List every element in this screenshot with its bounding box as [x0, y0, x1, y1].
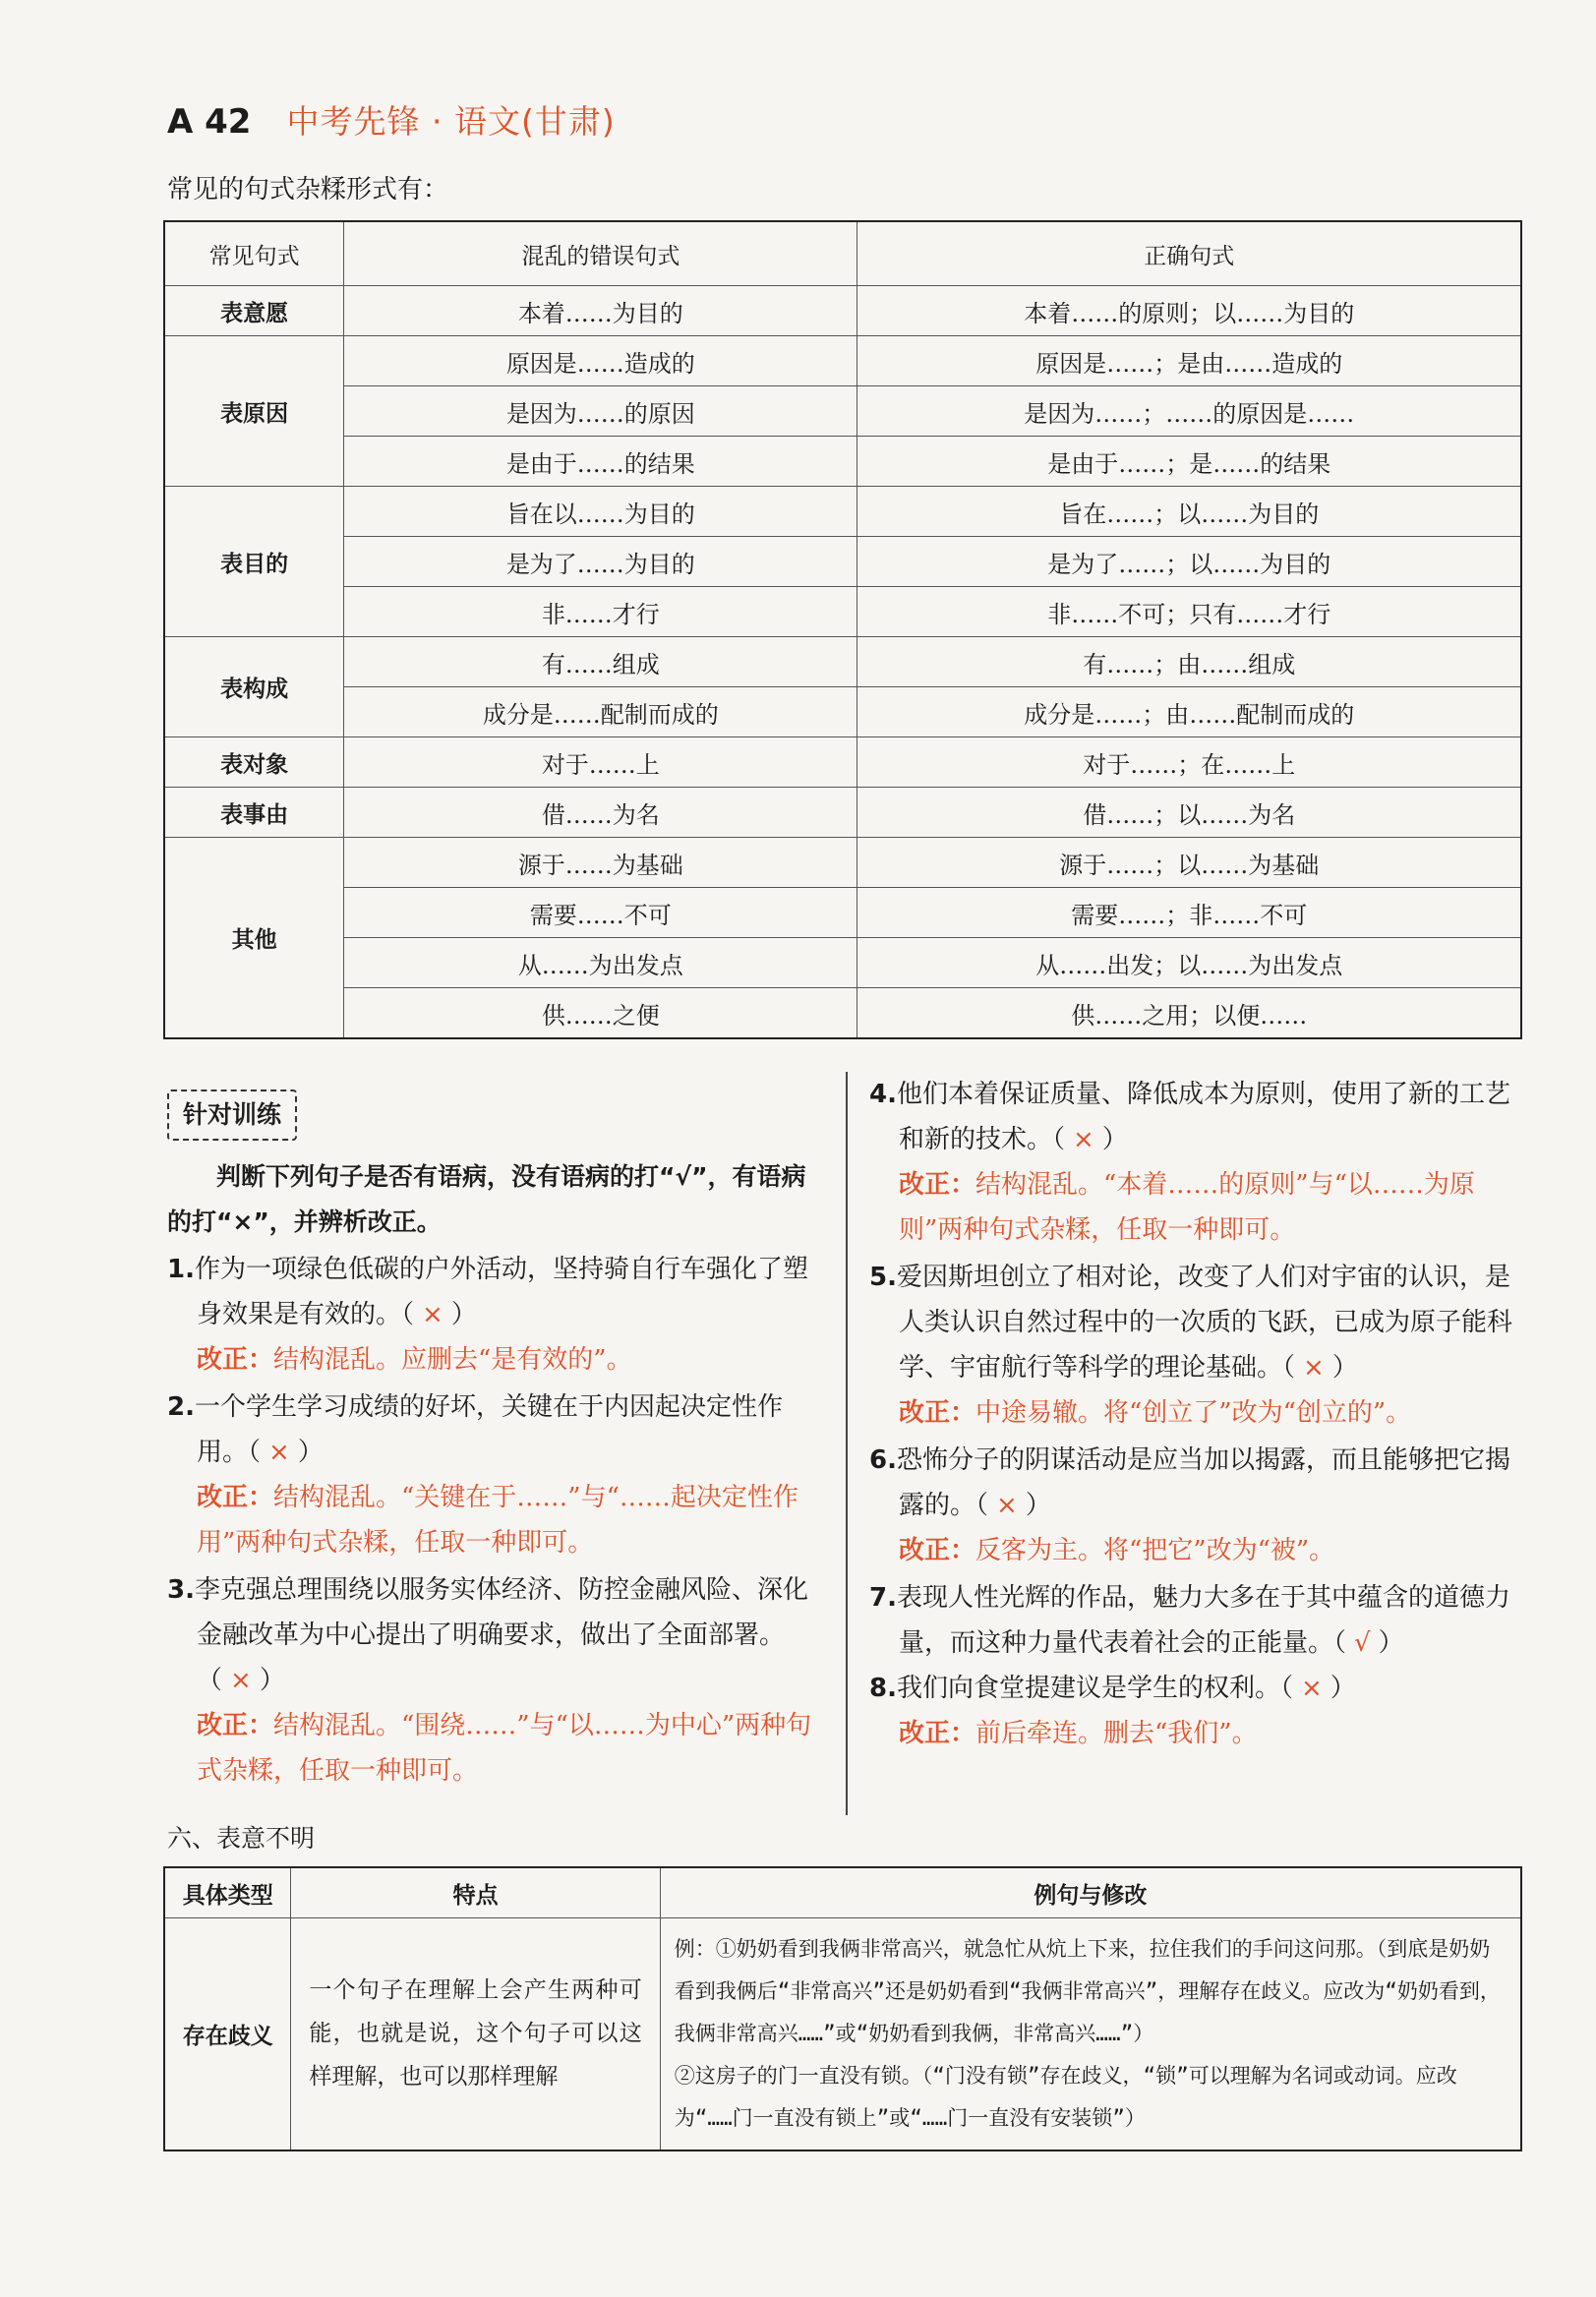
wrong-pattern-cell: 从……为出发点 — [344, 938, 857, 988]
header-cell: 特点 — [291, 1867, 660, 1918]
category-cell: 表目的 — [164, 487, 344, 637]
correction-text: 结构混乱。应删去“是有效的”。 — [273, 1345, 632, 1375]
item-text: 我们向食堂提建议是学生的权利。（ — [896, 1674, 1293, 1703]
correct-pattern-cell: 旨在……；以……为目的 — [857, 487, 1521, 537]
ambiguity-table — [163, 1866, 1522, 2151]
correction-label: 改正： — [197, 1345, 274, 1375]
category-cell: 其他 — [164, 838, 344, 1039]
correction-text: 结构混乱。“围绕……”与“以……为中心”两种句式杂糅，任取一种即可。 — [197, 1711, 812, 1786]
wrong-pattern-cell: 是为了……为目的 — [344, 537, 857, 587]
correct-pattern-cell: 需要……；非……不可 — [857, 888, 1521, 938]
type-cell: 存在歧义 — [164, 1918, 291, 2150]
table-row — [164, 386, 1521, 437]
item-number: 2. — [167, 1392, 195, 1422]
item-text: 李克强总理围绕以服务实体经济、防控金融风险、深化金融改革为中心提出了明确要求，做出了全面部署。（ — [194, 1575, 808, 1695]
correct-pattern-cell: 是为了……；以……为目的 — [857, 537, 1521, 587]
correct-pattern-cell: 非……不可；只有……才行 — [857, 587, 1521, 637]
item-paren-close: ） — [1378, 1628, 1404, 1658]
answer-mark: × — [268, 1438, 290, 1467]
answer-mark: × — [422, 1300, 443, 1329]
item-text: 表现人性光辉的作品，魅力大多在于其中蕴含的道德力量，而这种力量代表着社会的正能量。（ — [896, 1583, 1510, 1658]
example-1: 例：①奶奶看到我俩非常高兴，就急忙从炕上下来，拉住我们的手问这问那。（到底是奶奶看到我俩后“非常高兴”还是奶奶看到“我俩非常高兴”，理解存在歧义。应改为“奶奶看到，我俩非常高兴……”或“奶奶看到我俩，非常高兴……”） — [674, 1936, 1501, 2045]
practice-item — [167, 1567, 826, 1703]
correction — [167, 1703, 826, 1794]
book-title: 中考先锋 · 语文(甘肃) — [286, 102, 616, 141]
item-paren-close: ） — [1101, 1125, 1128, 1154]
header-cell: 常见句式 — [164, 221, 344, 286]
answer-mark: × — [1300, 1674, 1323, 1703]
table-row — [164, 788, 1521, 838]
column-divider — [846, 1072, 848, 1815]
table-row — [164, 487, 1521, 537]
item-paren-close: ） — [450, 1300, 477, 1329]
practice-instruction: 判断下列句子是否有语病，没有语病的打“√”，有语病的打“×”，并辨析改正。 — [167, 1162, 806, 1236]
table-row — [164, 336, 1521, 386]
table-row — [164, 938, 1521, 988]
answer-mark: × — [230, 1666, 252, 1695]
page-header — [167, 96, 616, 146]
category-cell: 表事由 — [164, 788, 344, 838]
wrong-pattern-cell: 本着……为目的 — [344, 286, 857, 336]
practice-left-column — [167, 1090, 826, 1796]
table-row — [164, 286, 1521, 336]
correction-text: 结构混乱。“关键在于……”与“……起决定性作用”两种句式杂糅，任取一种即可。 — [197, 1483, 798, 1558]
table-row — [164, 888, 1521, 938]
feature-cell: 一个句子在理解上会产生两种可能，也就是说，这个句子可以这样理解，也可以那样理解 — [291, 1918, 660, 2150]
intro-text: 常见的句式杂糅形式有： — [167, 175, 449, 205]
example-2: ②这房子的门一直没有锁。（“门没有锁”存在歧义，“锁”可以理解为名词或动词。应改为“……门一直没有锁上”或“……门一直没有安装锁”） — [674, 2063, 1457, 2130]
correct-pattern-cell: 有……；由……组成 — [857, 637, 1521, 687]
item-text: 一个学生学习成绩的好坏，关键在于内因起决定性作用。（ — [194, 1392, 783, 1467]
practice-item — [869, 1575, 1522, 1666]
correct-pattern-cell: 本着……的原则；以……为目的 — [857, 286, 1521, 336]
table-row — [164, 587, 1521, 637]
practice-item — [167, 1384, 826, 1475]
correct-pattern-cell: 是由于……；是……的结果 — [857, 437, 1521, 487]
item-text: 恐怖分子的阴谋活动是应当加以揭露，而且能够把它揭露的。（ — [896, 1445, 1510, 1520]
correction-label: 改正： — [899, 1536, 976, 1565]
practice-right-column — [869, 1072, 1522, 1758]
table-row — [164, 537, 1521, 587]
page-number: A 42 — [167, 102, 252, 142]
wrong-pattern-cell: 需要……不可 — [344, 888, 857, 938]
correction-text: 反客为主。将“把它”改为“被”。 — [975, 1536, 1335, 1565]
practice-item — [869, 1072, 1522, 1162]
wrong-pattern-cell: 是由于……的结果 — [344, 437, 857, 487]
table-row — [164, 838, 1521, 888]
item-number: 8. — [869, 1674, 897, 1703]
correction — [869, 1528, 1522, 1573]
table-row — [164, 988, 1521, 1039]
practice-item — [869, 1255, 1522, 1390]
practice-item — [167, 1247, 826, 1337]
wrong-pattern-cell: 借……为名 — [344, 788, 857, 838]
item-number: 7. — [869, 1583, 897, 1613]
wrong-pattern-cell: 成分是……配制而成的 — [344, 687, 857, 737]
category-cell: 表构成 — [164, 637, 344, 737]
table-row — [164, 437, 1521, 487]
item-text: 爱因斯坦创立了相对论，改变了人们对宇宙的认识，是人类认识自然过程中的一次质的飞跃，已成为原子能科学、宇宙航行等科学的理论基础。（ — [896, 1263, 1513, 1383]
table-row — [164, 687, 1521, 737]
answer-mark: × — [1073, 1125, 1094, 1154]
sentence-patterns-table — [163, 220, 1522, 1039]
practice-item — [869, 1666, 1522, 1711]
wrong-pattern-cell: 源于……为基础 — [344, 838, 857, 888]
correct-pattern-cell: 对于……；在……上 — [857, 737, 1521, 788]
item-text: 他们本着保证质量、降低成本为原则，使用了新的工艺和新的技术。（ — [896, 1080, 1510, 1154]
item-paren-close: ） — [1331, 1353, 1358, 1383]
item-number: 3. — [167, 1575, 195, 1605]
header-cell: 混乱的错误句式 — [344, 221, 857, 286]
correct-pattern-cell: 源于……；以……为基础 — [857, 838, 1521, 888]
table-row — [164, 637, 1521, 687]
correction-label: 改正： — [899, 1170, 976, 1200]
correct-pattern-cell: 借……；以……为名 — [857, 788, 1521, 838]
item-number: 4. — [869, 1080, 897, 1109]
correction-text: 结构混乱。“本着……的原则”与“以……为原则”两种句式杂糅，任取一种即可。 — [899, 1170, 1475, 1245]
correction-label: 改正： — [899, 1719, 976, 1748]
correction-text: 中途易辙。将“创立了”改为“创立的”。 — [975, 1398, 1412, 1428]
answer-mark: √ — [1354, 1628, 1371, 1658]
wrong-pattern-cell: 供……之便 — [344, 988, 857, 1039]
correction — [869, 1162, 1522, 1253]
category-cell: 表对象 — [164, 737, 344, 788]
wrong-pattern-cell: 有……组成 — [344, 637, 857, 687]
item-text: 作为一项绿色低碳的户外活动，坚持骑自行车强化了塑身效果是有效的。（ — [194, 1255, 808, 1329]
correction — [167, 1337, 826, 1383]
item-number: 6. — [869, 1445, 897, 1475]
category-cell: 表原因 — [164, 336, 344, 487]
wrong-pattern-cell: 旨在以……为目的 — [344, 487, 857, 537]
correction — [869, 1390, 1522, 1436]
correction-text: 前后牵连。删去“我们”。 — [975, 1719, 1258, 1748]
correction — [167, 1475, 826, 1565]
wrong-pattern-cell: 是因为……的原因 — [344, 386, 857, 437]
table-row — [164, 737, 1521, 788]
header-cell: 例句与修改 — [660, 1867, 1521, 1918]
category-cell: 表意愿 — [164, 286, 344, 336]
example-cell — [660, 1918, 1521, 2150]
practice-badge: 针对训练 — [167, 1090, 297, 1141]
wrong-pattern-cell: 原因是……造成的 — [344, 336, 857, 386]
item-number: 1. — [167, 1255, 195, 1284]
item-paren-close: ） — [259, 1666, 285, 1695]
item-number: 5. — [869, 1263, 897, 1292]
answer-mark: × — [1303, 1353, 1325, 1383]
wrong-pattern-cell: 非……才行 — [344, 587, 857, 637]
header-cell: 正确句式 — [857, 221, 1521, 286]
item-paren-close: ） — [1330, 1674, 1356, 1703]
answer-mark: × — [996, 1491, 1018, 1520]
item-paren-close: ） — [297, 1438, 324, 1467]
section-title: 六、表意不明 — [167, 1824, 316, 1853]
correct-pattern-cell: 原因是……；是由……造成的 — [857, 336, 1521, 386]
practice-item — [869, 1438, 1522, 1528]
header-cell: 具体类型 — [164, 1867, 291, 1918]
correction-label: 改正： — [197, 1483, 274, 1512]
correction-label: 改正： — [899, 1398, 976, 1428]
correct-pattern-cell: 供……之用；以便…… — [857, 988, 1521, 1039]
correct-pattern-cell: 成分是……；由……配制而成的 — [857, 687, 1521, 737]
correct-pattern-cell: 从……出发；以……为出发点 — [857, 938, 1521, 988]
correction — [869, 1711, 1522, 1756]
item-paren-close: ） — [1025, 1491, 1051, 1520]
wrong-pattern-cell: 对于……上 — [344, 737, 857, 788]
correction-label: 改正： — [197, 1711, 274, 1740]
correct-pattern-cell: 是因为……；……的原因是…… — [857, 386, 1521, 437]
